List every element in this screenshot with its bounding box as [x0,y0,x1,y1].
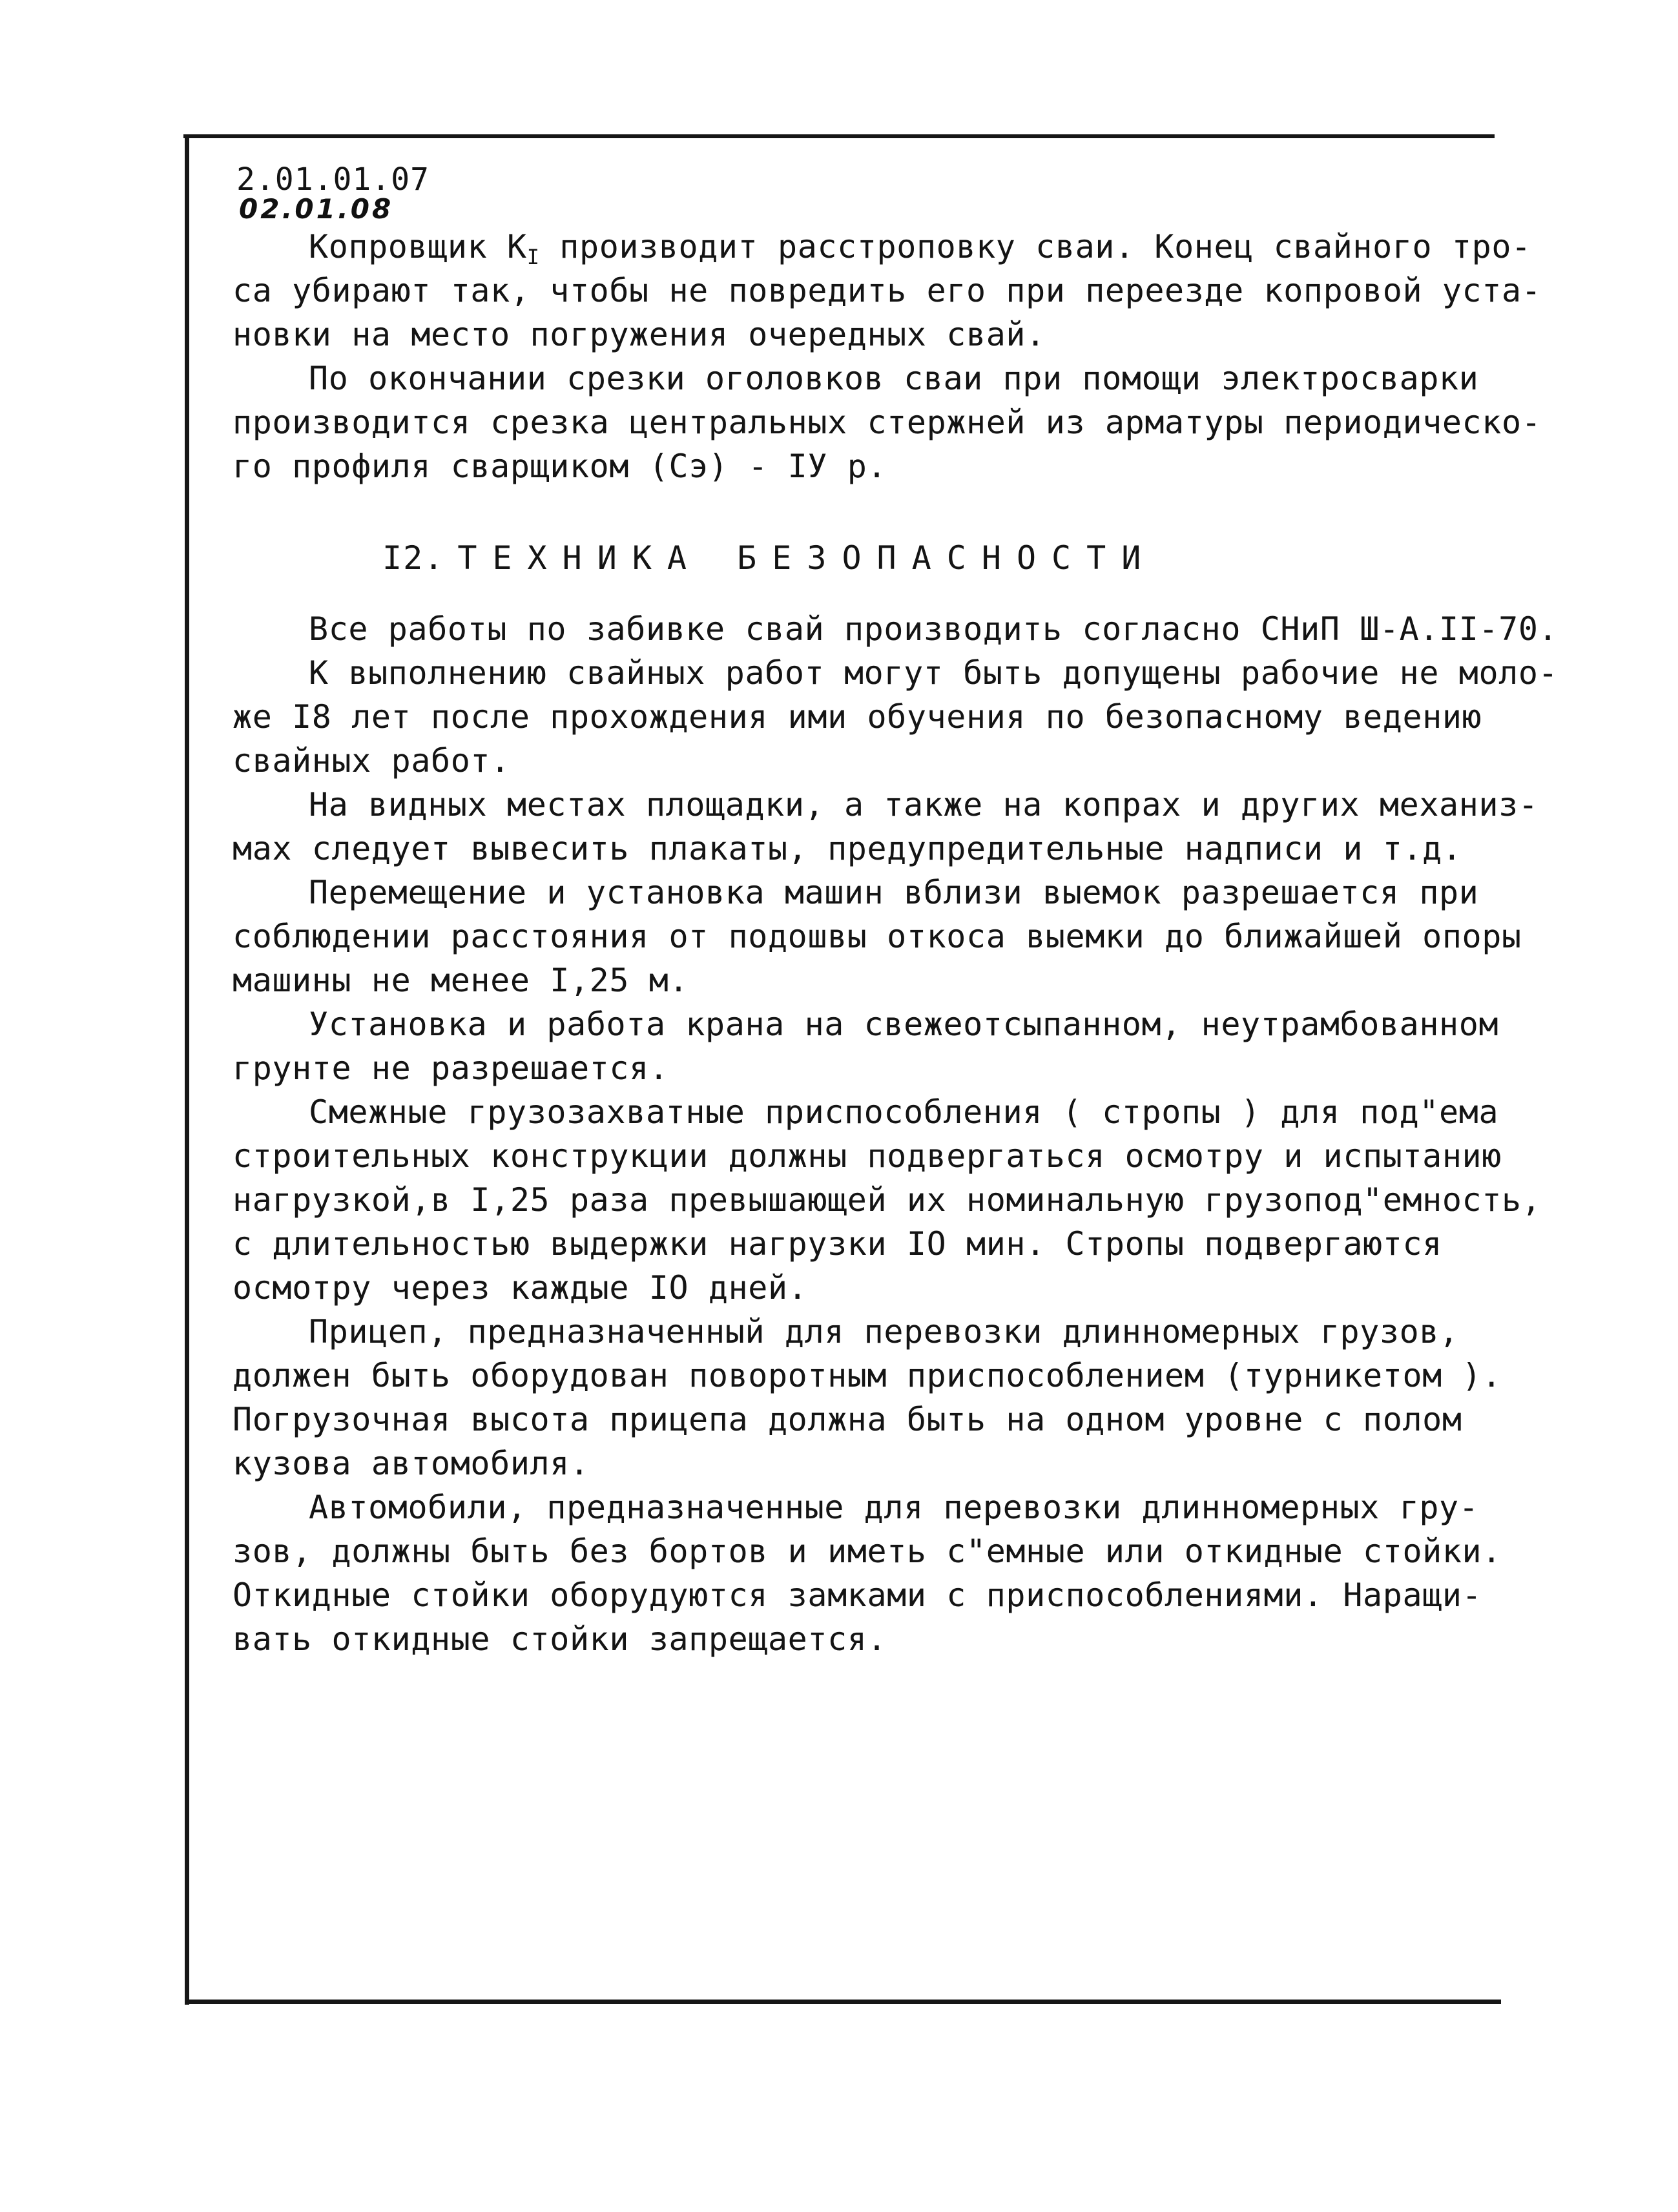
text-line: Перемещение и установка машин вблизи выемок разрешается при [309,874,1479,911]
frame-bottom-border [187,2000,1501,2004]
text-line: должен быть оборудован поворотным приспособлением (турникетом ). [233,1357,1502,1394]
text-line: новки на место погружения очередных свай. [233,316,1046,353]
text-line: Все работы по забивке свай производить согласно СНиП Ш-А.II-70. [309,610,1559,648]
text-line: На видных местах площадки, а также на копрах и других механиз- [309,786,1538,823]
text-line: производится срезка центральных стержней из арматуры периодическо- [233,404,1542,441]
text-line: свайных работ. [233,742,510,780]
text-line: го профиля сварщиком (Сэ) - IУ р. [233,448,887,485]
text-line: строительных конструкции должны подвергаться осмотру и испытанию [233,1137,1502,1175]
section-heading [382,536,1156,580]
text-line: мах следует вывесить плакаты, предупредительные надписи и т.д. [233,830,1462,867]
paragraph-pile-cutting [233,357,1542,488]
text-line: Автомобили, предназначенные для перевозки длинномерных гру- [309,1489,1479,1526]
text-line: же I8 лет после прохождения ими обучения по безопасному ведению [233,698,1482,736]
section-title: ТЕХНИКА БЕЗОПАСНОСТИ [457,539,1157,577]
text-line: с длительностью выдержки нагрузки IO мин. Стропы подвергаются [233,1225,1442,1263]
text-line: осмотру через каждые IO дней. [233,1269,808,1307]
text-line: зов, должны быть без бортов и иметь с"емные или откидные стойки. [233,1533,1502,1570]
handwritten-code: 02.01.08 [239,193,394,225]
text-line: Погрузочная высота прицепа должна быть на одном уровне с полом [233,1401,1462,1438]
safety-rules-body [233,607,1559,1661]
text-line: машины не менее I,25 м. [233,962,689,999]
text-line: нагрузкой,в I,25 раза превышающей их номинальную грузопод"емность, [233,1181,1542,1219]
text-line: са убирают так, чтобы не повредить его при переезде копровой уста- [233,272,1542,309]
frame-left-border [185,134,189,2005]
document-code: 2.01.01.07 [236,161,430,198]
text-line: К выполнению свайных работ могут быть допущены рабочие не моло- [309,654,1559,692]
section-number: I2. [382,539,445,577]
text-line: Откидные стойки оборудуются замками с приспособлениями. Наращи- [233,1576,1482,1614]
text-line: Установка и работа крана на свежеотсыпанном, неутрамбованном [309,1006,1499,1043]
text-line: грунте не разрешается. [233,1049,669,1087]
text-line: По окончании срезки оголовков сваи при помощи электросварки [309,360,1479,397]
text-line: Копровщик $К_I$ производит расстроповку сваи. Конец свайного тро- [309,228,1531,269]
text-line: соблюдении расстояния от подошвы откоса выемки до ближайшей опоры [233,918,1522,955]
text-line: вать откидные стойки запрещается. [233,1620,887,1658]
text-line: кузова автомобиля. [233,1445,590,1482]
text-line: Прицеп, предназначенный для перевозки длинномерных грузов, [309,1313,1459,1350]
text-line: Смежные грузозахватные приспособления ( стропы ) для под"ема [309,1093,1499,1131]
paragraph-pile-unslinging [233,225,1542,357]
frame-top-border [183,134,1495,138]
